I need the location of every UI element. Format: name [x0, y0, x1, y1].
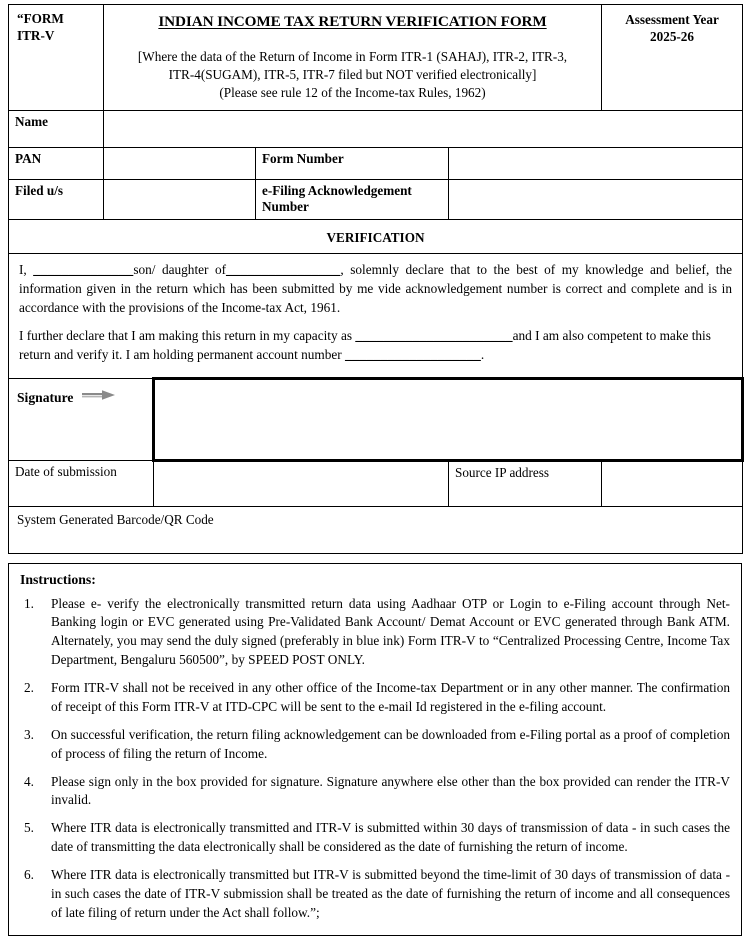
filed-us-input[interactable]	[104, 179, 256, 220]
source-ip-input[interactable]	[602, 460, 743, 506]
verif-p1-part-b: son/ daughter of	[133, 262, 227, 278]
list-item: On successful verification, the return filing acknowledgement can be downloaded from e-Filing portal as a proof of completion of process of filing the return of Income.	[51, 726, 730, 761]
verif-p2-blank-2[interactable]: ___________________	[345, 346, 481, 362]
page-title: INDIAN INCOME TAX RETURN VERIFICATION FORM	[158, 13, 547, 30]
verif-p1-blank-2[interactable]: ________________	[226, 262, 341, 278]
efiling-ack-label: e-Filing Acknowledgement Number	[256, 179, 449, 220]
form-main-table	[8, 4, 744, 554]
verif-p2-part-c: .	[480, 346, 485, 362]
efiling-ack-input[interactable]	[449, 179, 743, 220]
list-item: Where ITR data is electronically transmitted but ITR-V is submitted beyond the time-limit of 30 days of transmission of data - in such cases the date of ITR-V submission shall be treated as the date of furnishing the return of income and all consequences of late filing of return under the Act shall follow.”;	[51, 867, 730, 920]
filed-us-label: Filed u/s	[9, 179, 104, 220]
list-item: Please sign only in the box provided for signature. Signature anywhere else other than the box provided can render the ITR-V invalid.	[51, 773, 730, 808]
barcode-placeholder: System Generated Barcode/QR Code	[9, 506, 743, 553]
signature-row	[9, 378, 743, 460]
name-input[interactable]	[104, 110, 743, 147]
instructions-table	[8, 563, 742, 936]
source-ip-label: Source IP address	[449, 460, 602, 506]
verification-paragraph-2	[19, 327, 732, 365]
verif-p2-part-b: and I am also competent to make this return and verify it. I am holding permanent account number	[19, 327, 711, 362]
date-of-submission-input[interactable]	[154, 460, 449, 506]
verification-body-row	[9, 254, 743, 378]
filed-us-row	[9, 179, 743, 220]
form-name-line-1: “FORM	[17, 11, 64, 26]
barcode-row	[9, 506, 743, 553]
verification-heading-row	[9, 220, 743, 254]
pan-label: PAN	[9, 147, 104, 179]
verif-p1-part-c: , solemnly declare that to the best of my knowledge and belief, the information given in the return which has been submitted by me vide acknowledgement number is correct and complete and is in accordance with the provisions of the Income-tax Act, 1961.	[19, 262, 733, 315]
signature-label: Signature	[17, 389, 74, 405]
instructions-title: Instructions:	[20, 571, 96, 587]
instructions-section	[8, 563, 742, 936]
list-item: Where ITR data is electronically transmitted and ITR-V is submitted within 30 days of transmission of data - in such cases the date of transmitting the data electronically shall be considered as the date of furnishing the return of income.	[51, 820, 730, 855]
form-number-input[interactable]	[449, 147, 743, 179]
assessment-year-cell	[602, 5, 743, 111]
form-name-cell	[9, 5, 104, 111]
form-number-label: Form Number	[256, 147, 449, 179]
list-item: Form ITR-V shall not be received in any other office of the Income-tax Department or in any other manner. The confirmation of receipt of this Form ITR-V at ITD-CPC will be sent to the e-mail Id registered in the e-filing account.	[51, 680, 730, 714]
assessment-year-value: 2025-26	[650, 28, 694, 44]
form-subtitle-text: [Where the data of the Return of Income in Form ITR-1 (SAHAJ), ITR-2, ITR-3, ITR-4(SUGAM), ITR-5, ITR-7 filed but NOT verified electronically]	[137, 49, 568, 83]
name-row	[9, 110, 743, 147]
form-subtitle	[110, 48, 595, 101]
verif-p2-blank-1[interactable]: ______________________	[355, 327, 513, 343]
signature-label-cell	[9, 378, 154, 460]
instructions-cell	[9, 563, 742, 935]
instructions-row	[9, 563, 742, 935]
assessment-year-label: Assessment Year	[625, 12, 719, 27]
verification-heading: VERIFICATION	[9, 220, 743, 254]
pan-input[interactable]	[104, 147, 256, 179]
signature-box[interactable]	[154, 378, 743, 460]
verif-p1-part-a: I,	[19, 262, 34, 278]
form-header-row	[9, 5, 743, 111]
form-subtitle-rule: (Please see rule 12 of the Income-tax Rules, 1962)	[219, 84, 486, 100]
submission-row	[9, 460, 743, 506]
list-item: Please e- verify the electronically transmitted return data using Aadhaar OTP or Login to e-Filing account through Net-Banking login or EVC generated using Pre-Validated Bank Account/ Demat Account or EVC generated through Bank ATM. Alternately, you may send the duly signed (preferably in blue ink) Form ITR-V to “Centralized Processing Centre, Income Tax Department, Bengaluru 560500”, by SPEED POST ONLY.	[51, 595, 730, 668]
pan-row	[9, 147, 743, 179]
form-name-line-2: ITR-V	[17, 27, 55, 43]
right-arrow-icon	[82, 389, 116, 406]
verif-p2-part-a: I further declare that I am making this return in my capacity as	[19, 327, 356, 343]
verification-body	[9, 254, 743, 378]
name-label: Name	[9, 110, 104, 147]
date-of-submission-label: Date of submission	[9, 460, 154, 506]
form-title-cell	[104, 5, 602, 111]
verification-paragraph-1	[19, 261, 732, 318]
verif-p1-blank-1[interactable]: ______________	[33, 262, 134, 278]
instructions-list	[20, 595, 730, 923]
